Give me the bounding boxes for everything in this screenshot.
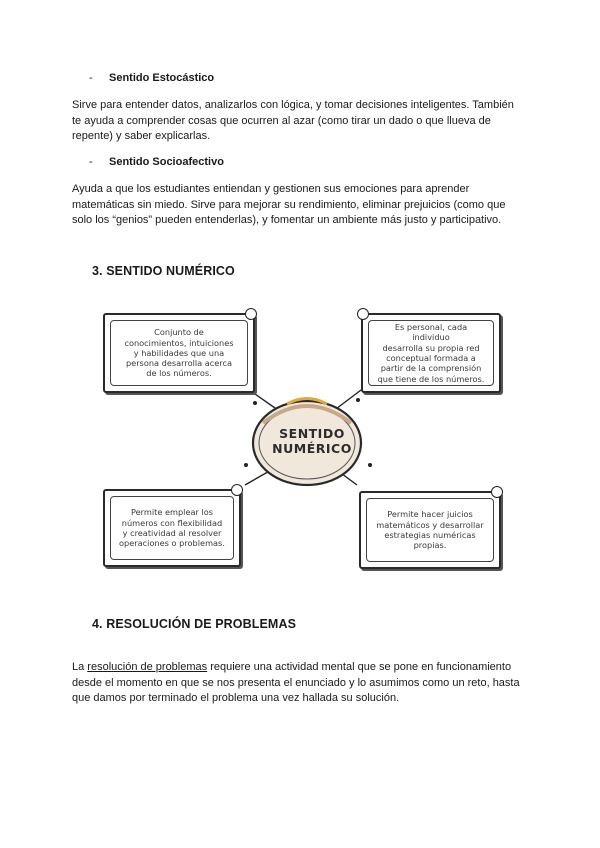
text-line: Ayuda a que los estudiantes entiendan y gestionen sus emociones para aprender xyxy=(72,183,470,195)
box-inner xyxy=(110,320,248,386)
bullet-dash: - xyxy=(89,72,93,84)
box-text-bottom-left xyxy=(113,507,231,548)
box-text-top-right xyxy=(369,322,493,384)
box-line: Es personal, cada individuo xyxy=(394,322,468,343)
box-text-top-left xyxy=(118,327,239,378)
box-line: que tiene de los números. xyxy=(377,373,485,384)
box-line: números con flexibilidad xyxy=(121,517,223,528)
text-line: Sirve para entender datos, analizarlos con lógica, y tomar decisiones inteligentes. También xyxy=(72,99,514,111)
paragraph-estocastico xyxy=(72,98,528,145)
connector-dot xyxy=(368,463,372,467)
box-line: propias. xyxy=(413,540,447,551)
text-line: repente) y saber explicarlas. xyxy=(72,130,211,142)
box-line: y creatividad al resolver xyxy=(122,528,222,538)
box-bottom-right xyxy=(359,491,501,569)
resolucion-link[interactable]: resolución de problemas xyxy=(87,661,208,673)
box-line: Permite emplear los xyxy=(130,507,214,518)
text-line: matemáticas sin miedo. Sirve para mejorar su rendimiento, eliminar prejuicios (como que xyxy=(72,198,506,211)
box-line: Permite hacer juicios xyxy=(387,509,473,520)
box-bottom-left xyxy=(103,489,241,567)
text-line: solo los “genios” pueden entenderlas), y fomentar un ambiente más justo y participativo. xyxy=(72,214,502,226)
connector-dot xyxy=(356,398,360,402)
bullet-dash: - xyxy=(89,156,93,168)
heading-resolucion-problemas: 4. RESOLUCIÓN DE PROBLEMAS xyxy=(92,617,297,631)
box-line: partir de la comprensión xyxy=(380,363,482,374)
box-text-bottom-right xyxy=(370,509,489,550)
center-title xyxy=(270,426,354,456)
box-line: Conjunto de xyxy=(154,327,204,338)
box-inner xyxy=(366,498,494,562)
center-title-line: NUMÉRICO xyxy=(272,441,352,456)
subheading-estocastico: Sentido Estocástico xyxy=(109,72,215,84)
box-line: matemáticos y desarrollar xyxy=(376,519,484,530)
box-top-left xyxy=(103,313,255,393)
pin-icon xyxy=(245,308,257,320)
text-fragment: requiere una actividad mental que se pone en funcionamiento xyxy=(207,661,512,673)
heading-sentido-numerico: 3. SENTIDO NUMÉRICO xyxy=(92,264,235,278)
box-line: desarrolla su propia red xyxy=(382,342,480,353)
box-line: conceptual formada a xyxy=(386,353,476,363)
subheading-socioafectivo: Sentido Socioafectivo xyxy=(109,156,224,168)
center-title-line: SENTIDO xyxy=(279,426,345,441)
box-line: y habilidades que una xyxy=(133,347,225,358)
pin-icon xyxy=(231,484,243,496)
pin-icon xyxy=(491,486,503,498)
box-inner xyxy=(110,496,234,560)
box-line: operaciones o problemas. xyxy=(119,538,225,549)
text-line: te ayuda a comprender cosas que ocurren al azar (como tirar un dado o que llueva de xyxy=(72,114,491,127)
box-line: estrategias numéricas xyxy=(384,530,476,540)
box-inner xyxy=(368,320,494,386)
paragraph-resolucion xyxy=(72,660,528,707)
text-line xyxy=(72,660,528,676)
box-line: conocimientos, intuiciones xyxy=(124,337,234,348)
box-line: persona desarrolla acerca xyxy=(125,358,233,369)
box-top-right xyxy=(361,313,501,393)
paragraph-socioafectivo xyxy=(72,182,528,229)
connector-dot xyxy=(253,401,257,405)
connector-dot xyxy=(244,463,248,467)
text-fragment: La xyxy=(72,661,88,673)
pin-icon xyxy=(357,308,369,320)
text-line: que damos por terminado el problema una vez hallada su solución. xyxy=(72,692,400,704)
box-line: de los números. xyxy=(146,368,212,379)
text-line: desde el momento en que se nos presenta el enunciado y lo asumimos como un reto, hasta xyxy=(72,676,520,689)
